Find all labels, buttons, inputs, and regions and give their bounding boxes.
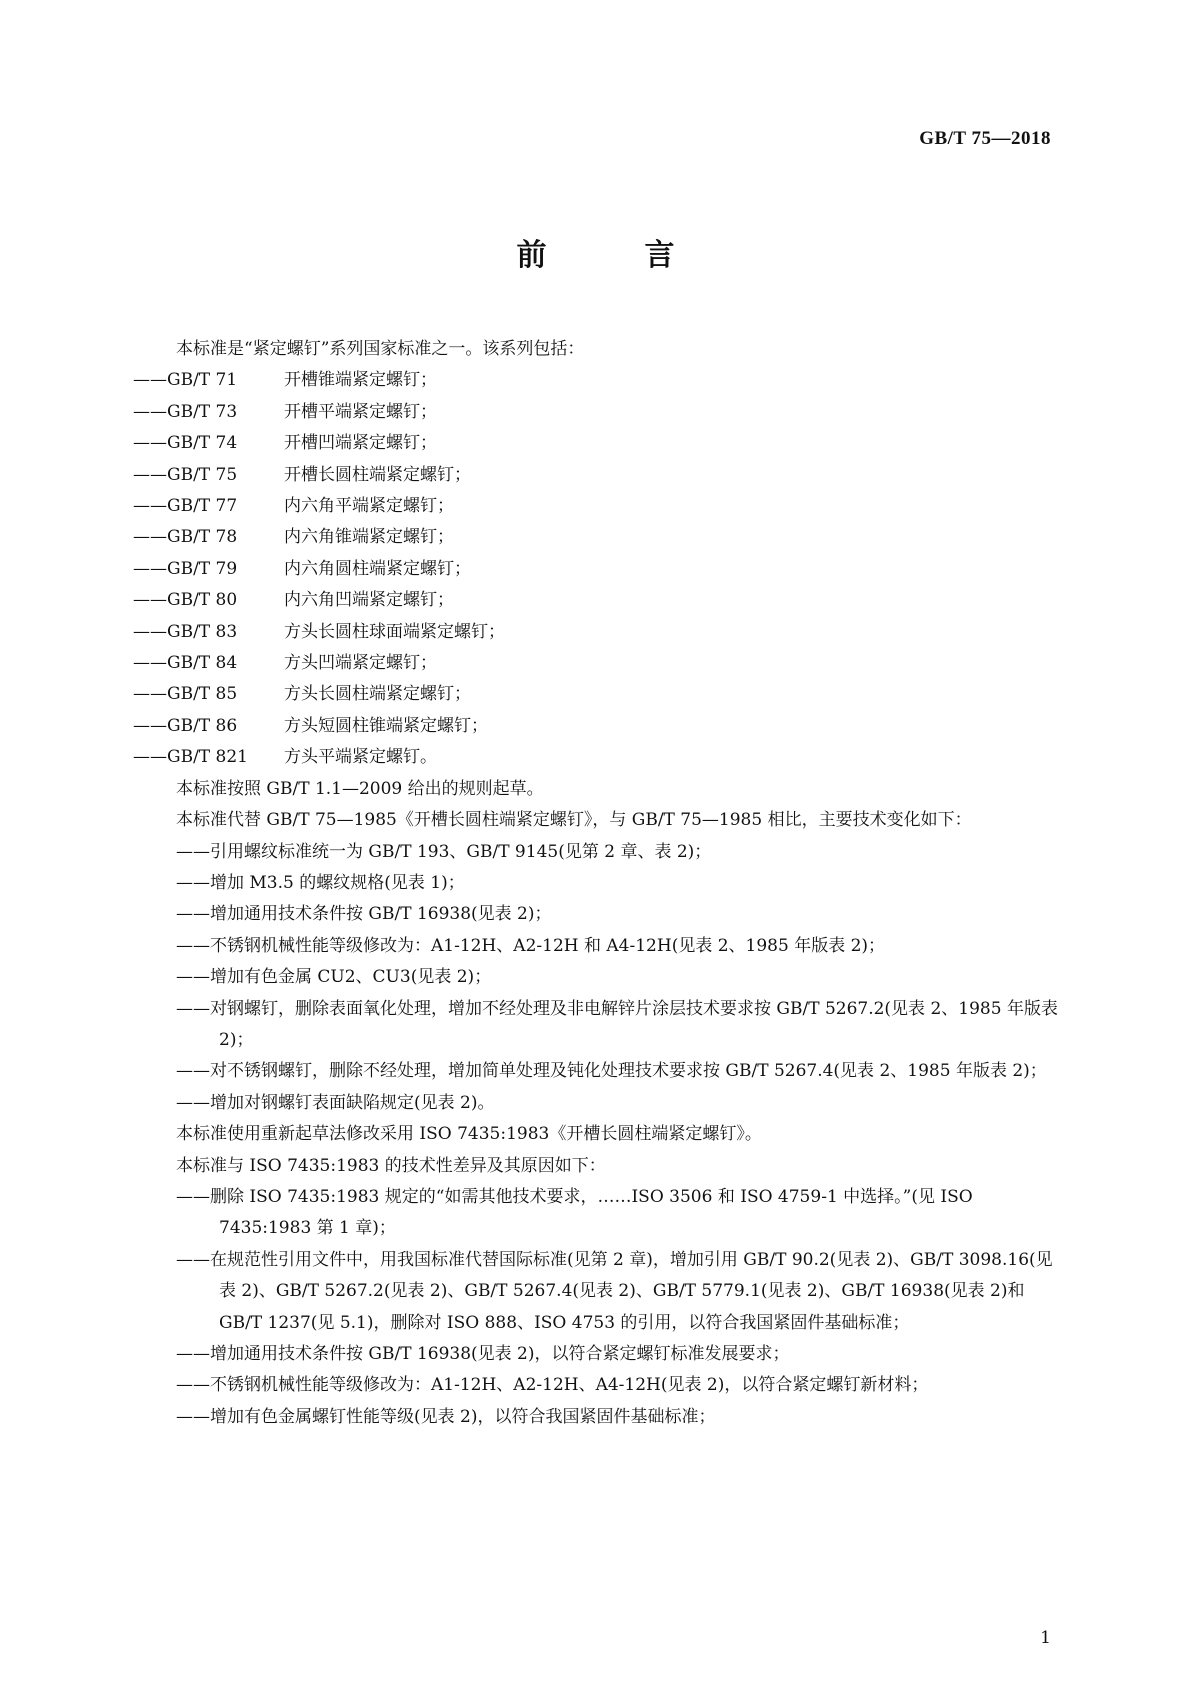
series-item-name: 方头平端紧定螺钉。: [284, 747, 437, 768]
iso-diff-item: ——删除 ISO 7435:1983 规定的“如需其他技术要求，……ISO 3506 和 ISO 4759-1 中选择。”(见 ISO 7435:1983 第 1 章)；: [176, 1186, 973, 1239]
series-item: [124, 428, 1064, 459]
change-item: ——对钢螺钉，删除表面氧化处理，增加不经处理及非电解锌片涂层技术要求按 GB/T 5267.2(见表 2、1985 年版表 2)；: [176, 998, 1058, 1050]
series-item-name: 方头长圆柱球面端紧定螺钉；: [284, 621, 505, 642]
series-item-name: 内六角平端紧定螺钉；: [284, 496, 454, 517]
series-item: [124, 711, 1064, 742]
change-item: ——引用螺纹标准统一为 GB/T 193、GB/T 9145(见第 2 章、表 2)；: [176, 841, 712, 862]
series-item-code: ——GB/T 74: [133, 433, 238, 454]
series-item: [124, 585, 1064, 616]
series-item-name: 内六角凹端紧定螺钉；: [284, 590, 454, 611]
drafting-rule-paragraph: 本标准按照 GB/T 1.1—2009 给出的规则起草。: [176, 778, 544, 799]
series-item-code: ——GB/T 86: [133, 715, 238, 736]
series-item: [124, 365, 1064, 396]
changes-list: [124, 837, 1064, 1120]
series-item-code: ——GB/T 78: [133, 527, 238, 548]
iso-diff-intro-paragraph: 本标准与 ISO 7435:1983 的技术性差异及其原因如下：: [176, 1155, 606, 1176]
intro-paragraph: 本标准是“紧定螺钉”系列国家标准之一。该系列包括：: [176, 339, 585, 359]
series-item: [124, 522, 1064, 553]
page-number: 1: [1040, 1628, 1051, 1648]
series-item: [124, 460, 1064, 491]
series-item: [124, 397, 1064, 428]
series-item: [124, 491, 1064, 522]
series-item-name: 内六角锥端紧定螺钉；: [284, 527, 454, 548]
standard-code: GB/T 75—2018: [919, 128, 1051, 149]
series-item: [124, 554, 1064, 585]
change-item: ——增加有色金属 CU2、CU3(见表 2)；: [176, 967, 492, 988]
series-item-code: ——GB/T 73: [133, 401, 238, 422]
series-item: [124, 617, 1064, 648]
series-item: [124, 679, 1064, 710]
iso-diff-item: ——增加有色金属螺钉性能等级(见表 2)，以符合我国紧固件基础标准；: [176, 1406, 716, 1427]
series-item-code: ——GB/T 80: [133, 590, 238, 611]
document-body: [124, 334, 1064, 1433]
series-item-code: ——GB/T 85: [133, 684, 238, 705]
iso-diff-item: ——不锈钢机械性能等级修改为：A1-12H、A2-12H、A4-12H(见表 2)，以符合紧定螺钉新材料；: [176, 1375, 929, 1396]
change-item: ——增加 M3.5 的螺纹规格(见表 1)；: [176, 872, 465, 893]
change-item: ——增加通用技术条件按 GB/T 16938(见表 2)；: [176, 904, 552, 925]
series-item-code: ——GB/T 77: [133, 496, 238, 517]
iso-diffs-list: [124, 1182, 1064, 1433]
iso-diff-item: ——增加通用技术条件按 GB/T 16938(见表 2)，以符合紧定螺钉标准发展要求；: [176, 1344, 790, 1364]
replace-statement-paragraph: 本标准代替 GB/T 75—1985《开槽长圆柱端紧定螺钉》，与 GB/T 75—1985 相比，主要技术变化如下：: [176, 810, 972, 831]
series-item-name: 开槽平端紧定螺钉；: [284, 401, 437, 422]
change-item: ——增加对钢螺钉表面缺陷规定(见表 2)。: [176, 1092, 495, 1113]
series-list: [124, 365, 1064, 773]
series-item-name: 方头凹端紧定螺钉；: [284, 653, 437, 674]
series-item-code: ——GB/T 83: [133, 621, 238, 642]
series-item-name: 方头短圆柱锥端紧定螺钉；: [284, 715, 488, 736]
change-item: ——对不锈钢螺钉，删除不经处理，增加简单处理及钝化处理技术要求按 GB/T 5267.4(见表 2、1985 年版表 2)；: [176, 1061, 1047, 1082]
series-item-code: ——GB/T 79: [133, 558, 238, 579]
series-item-code: ——GB/T 821: [133, 747, 248, 768]
series-item-name: 开槽凹端紧定螺钉；: [284, 433, 437, 454]
series-item-name: 开槽长圆柱端紧定螺钉；: [284, 464, 471, 485]
series-item-code: ——GB/T 75: [133, 464, 238, 485]
series-item-name: 内六角圆柱端紧定螺钉；: [284, 558, 471, 579]
page-title: 前 言: [516, 238, 709, 273]
change-item: ——不锈钢机械性能等级修改为：A1-12H、A2-12H 和 A4-12H(见表 2、1985 年版表 2)；: [176, 935, 886, 956]
iso-adoption-paragraph: 本标准使用重新起草法修改采用 ISO 7435:1983《开槽长圆柱端紧定螺钉》。: [176, 1124, 762, 1145]
series-item: [124, 648, 1064, 679]
series-item-code: ——GB/T 71: [133, 370, 238, 391]
series-item-name: 开槽锥端紧定螺钉；: [284, 370, 437, 391]
series-item-name: 方头长圆柱端紧定螺钉；: [284, 684, 471, 705]
series-item-code: ——GB/T 84: [133, 653, 238, 674]
series-item: [124, 742, 1064, 773]
iso-diff-item: ——在规范性引用文件中，用我国标准代替国际标准(见第 2 章)，增加引用 GB/T 90.2(见表 2)、GB/T 3098.16(见表 2)、GB/T 5267.2(见表 2)、GB/T 5267.4(见表 2)、GB/T 5779.1(见表 2)、GB/T 16938(见表 2)和 GB/T 1237(见 5.1)，删除对 ISO 888、ISO 4753 的引用，以符合我国紧固件基础标准；: [176, 1249, 1053, 1333]
